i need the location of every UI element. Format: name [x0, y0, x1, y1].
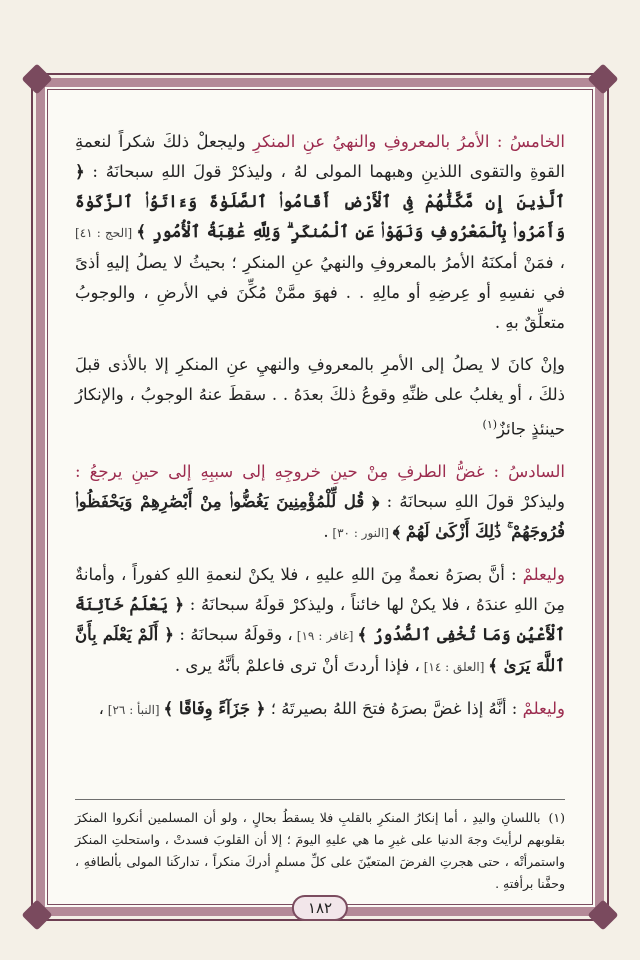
verse-reference: [العلق : ١٤] [419, 659, 489, 674]
paragraph-fifth [75, 127, 565, 338]
body-text: ، فمَنْ أمكنَهُ الأمرُ بالمعروفِ والنهيُ عنِ المنكرِ ؛ بحيثُ لا يصلُ إليهِ أذىً في نفسِهِ أو عِرضِهِ أو مالِهِ . . فهوَ ممَّنْ مُكِّنَ في الأرضِ ، والوجوبُ متعلِّقٌ بهِ . [75, 253, 565, 332]
page-frame [36, 78, 604, 916]
verse-reference: [النبأ : ٢٦] [103, 702, 164, 717]
ornament-corner [587, 63, 618, 94]
paragraph-let-him-know-1 [75, 560, 565, 682]
footnote-divider [75, 799, 565, 800]
ornament-corner [21, 899, 52, 930]
verse-reference: [النور : ٣٠] [328, 525, 393, 540]
quran-verse: ﴿ يَعْلَمُ خَآئِنَةَ ٱلْأَعْيُنِ وَمَا تُخْفِى ٱلصُّدُورُ ﴾ [75, 594, 566, 644]
body-text: : أنَّهُ إذا غضَّ بصرَهُ فتحَ اللهُ بصيرتَهُ ؛ [265, 698, 523, 718]
body-text: ، فإذا أردتَ أنْ ترى فاعلمْ بأنَّهُ يرى . [174, 655, 420, 675]
paragraph-let-him-know-2 [75, 694, 565, 725]
body-text: وليذكرْ قولَ اللهِ سبحانَهُ : [379, 491, 565, 511]
body-text: وإنْ كانَ لا يصلُ إلى الأمرِ بالمعروفِ والنهيِ عنِ المنكرِ إلا بالأذى قبلَ ذلكَ ، أو يغلبُ على ظنِّهِ وقوعُ ذلكَ بعدَهُ . . سقطَ عنهُ الوجوبُ ، والإنكارُ حينئذٍ جائزٌ [75, 355, 565, 439]
ornament-corner [21, 63, 52, 94]
verse-reference: [غافر : ١٩] [292, 628, 358, 643]
paragraph-condition [75, 350, 565, 445]
footnote-text: باللسانِ واليدِ ، أما إنكارُ المنكرِ بالقلبِ فلا يسقطُ بحالٍ ، ولو أن المسلمين أنكروا المنكرَ بقلوبهم لرأيتَ وجهَ الدنيا على غيرِ ما هي عليهِ اليومَ ؛ إلا أن القلوبَ فسدتْ ، واستحلتِ المنكرَ واستمرأتْه ، حتى هجرتِ الفرضَ المتعيّنَ على كلِّ مسلمٍ أدركَ منكراً ، تداركَنا المولى بألطافهِ ، وحفَّنا برأفتهِ . [75, 810, 565, 891]
body-text: . [323, 521, 329, 541]
body-text: وليجعلْ ذلكَ شكراً لنعمةِ القوةِ والتقوى اللذينِ وهبهما المولى لهُ ، وليذكرْ قولَ اللهِ سبحانَهُ : [75, 132, 565, 181]
main-text [75, 127, 565, 737]
body-text: ، [98, 698, 104, 718]
footnote [75, 807, 565, 895]
section-heading: وليعلمْ [522, 564, 565, 584]
quran-verse: ﴿ جَزَآءً وِفَاقًا ﴾ [163, 698, 266, 718]
body-text: ، وقولَهُ سبحانَهُ : [173, 624, 293, 644]
footnote-marker[interactable]: (١) [482, 418, 498, 431]
verse-reference: [الحج : ٤١] [75, 226, 137, 240]
paragraph-sixth [75, 457, 565, 548]
page-number: ١٨٢ [292, 895, 348, 921]
footnote-number: (١) [548, 810, 565, 825]
body-text: : أنَّ بصرَهُ نعمةٌ مِنَ اللهِ عليهِ ، فلا يكنْ لنعمةِ اللهِ كفوراً ، وأمانةٌ مِنَ اللهِ عندَهُ ، فلا يكنْ لها خائناً ، وليذكرْ قولَهُ سبحانَهُ : [75, 564, 565, 614]
section-heading: الخامسُ : الأمرُ بالمعروفِ والنهيُ عنِ المنكرِ [252, 132, 565, 151]
section-heading: السادسُ : غضُّ الطرفِ مِنْ حينِ خروجِهِ إلى سببِهِ إلى حينِ يرجعُ : [75, 461, 565, 481]
quran-verse: ﴿ أَلَمْ يَعْلَم بِأَنَّ ٱللَّهَ يَرَىٰ ﴾ [75, 624, 565, 675]
quran-verse: ﴿ ٱلَّذِينَ إِن مَّكَّنَّٰهُمْ فِى ٱلْأَرْضِ أَقَامُوا۟ ٱلصَّلَوٰةَ وَءَاتَوُا۟ ٱلزَّكَوٰةَ وَأَمَرُوا۟ بِٱلْمَعْرُوفِ وَنَهَوْا۟ عَنِ ٱلْمُنكَرِ ۗ وَلِلَّهِ عَٰقِبَةُ ٱلْأُمُورِ ﴾ [75, 162, 565, 241]
section-heading: وليعلمْ [522, 698, 565, 718]
quran-verse: ﴿ قُل لِّلْمُؤْمِنِينَ يَغُضُّوا۟ مِنْ أَبْصَٰرِهِمْ وَيَحْفَظُوا۟ فُرُوجَهُمْ ۚ ذَٰلِكَ أَزْكَىٰ لَهُمْ ﴾ [75, 491, 565, 541]
ornament-corner [587, 899, 618, 930]
